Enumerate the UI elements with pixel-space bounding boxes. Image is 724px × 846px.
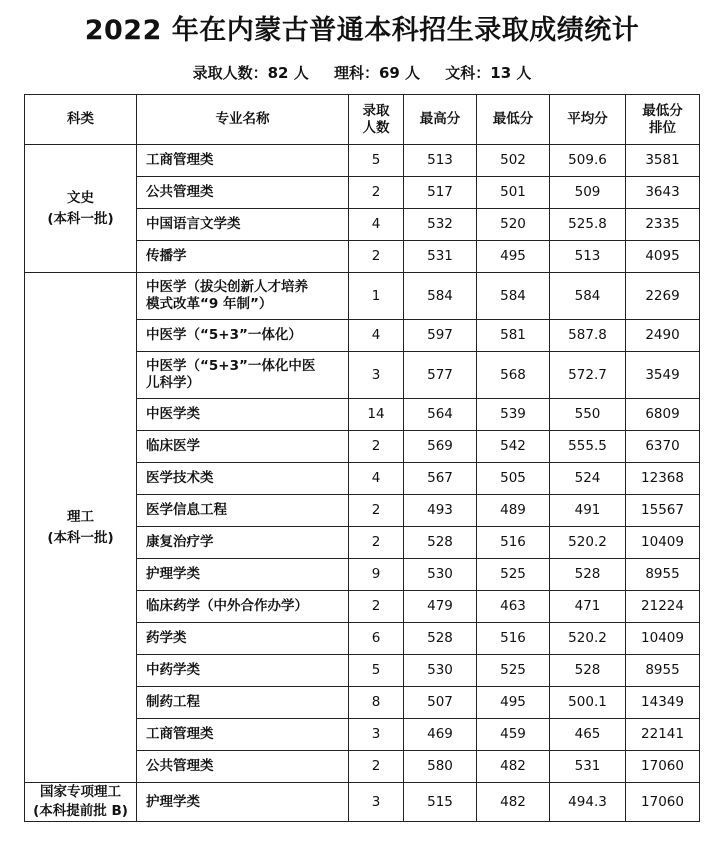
max-score-cell: 597 <box>404 320 477 352</box>
min-score-cell: 459 <box>477 719 550 751</box>
enrolled-cell: 3 <box>349 352 404 399</box>
max-score-cell: 577 <box>404 352 477 399</box>
enrollment-summary <box>0 62 724 83</box>
max-score-cell: 530 <box>404 559 477 591</box>
rank-cell: 2335 <box>626 209 700 241</box>
max-score-cell: 517 <box>404 177 477 209</box>
enrolled-cell: 4 <box>349 209 404 241</box>
admission-score-table <box>24 94 700 822</box>
avg-score-cell: 520.2 <box>550 623 626 655</box>
rank-cell: 6370 <box>626 431 700 463</box>
max-score-cell: 515 <box>404 783 477 822</box>
major-name-cell: 制药工程 <box>137 687 349 719</box>
avg-score-cell: 584 <box>550 273 626 320</box>
rank-cell: 3581 <box>626 145 700 177</box>
rank-cell: 4095 <box>626 241 700 273</box>
rank-cell: 2269 <box>626 273 700 320</box>
enrolled-cell: 2 <box>349 177 404 209</box>
rank-cell: 8955 <box>626 559 700 591</box>
major-name-cell: 中国语言文学类 <box>137 209 349 241</box>
summary-science: 理科：69 人 <box>333 64 421 82</box>
header-major: 专业名称 <box>137 95 349 145</box>
rank-cell: 12368 <box>626 463 700 495</box>
avg-score-cell: 513 <box>550 241 626 273</box>
enrolled-cell: 2 <box>349 495 404 527</box>
min-score-cell: 516 <box>477 527 550 559</box>
enrolled-cell: 14 <box>349 399 404 431</box>
avg-score-cell: 528 <box>550 655 626 687</box>
table-row <box>25 145 700 177</box>
major-name-cell: 康复治疗学 <box>137 527 349 559</box>
min-score-cell: 495 <box>477 241 550 273</box>
major-name-cell: 工商管理类 <box>137 719 349 751</box>
avg-score-cell: 465 <box>550 719 626 751</box>
min-score-cell: 542 <box>477 431 550 463</box>
rank-cell: 8955 <box>626 655 700 687</box>
header-avg: 平均分 <box>550 95 626 145</box>
avg-score-cell: 531 <box>550 751 626 783</box>
enrolled-cell: 4 <box>349 463 404 495</box>
major-name-cell: 中医学（“5+3”一体化） <box>137 320 349 352</box>
category-cell: 文史 (本科一批) <box>25 145 137 273</box>
major-name-cell: 公共管理类 <box>137 177 349 209</box>
header-max: 最高分 <box>404 95 477 145</box>
enrolled-cell: 3 <box>349 783 404 822</box>
avg-score-cell: 520.2 <box>550 527 626 559</box>
max-score-cell: 532 <box>404 209 477 241</box>
max-score-cell: 530 <box>404 655 477 687</box>
avg-score-cell: 500.1 <box>550 687 626 719</box>
enrolled-cell: 4 <box>349 320 404 352</box>
max-score-cell: 580 <box>404 751 477 783</box>
min-score-cell: 489 <box>477 495 550 527</box>
enrolled-cell: 8 <box>349 687 404 719</box>
avg-score-cell: 524 <box>550 463 626 495</box>
avg-score-cell: 471 <box>550 591 626 623</box>
major-name-cell: 中医学（“5+3”一体化中医 儿科学） <box>137 352 349 399</box>
min-score-cell: 581 <box>477 320 550 352</box>
min-score-cell: 505 <box>477 463 550 495</box>
max-score-cell: 528 <box>404 623 477 655</box>
summary-total: 录取人数：82 人 <box>192 64 309 82</box>
rank-cell: 3643 <box>626 177 700 209</box>
min-score-cell: 568 <box>477 352 550 399</box>
header-enrolled: 录取 人数 <box>349 95 404 145</box>
enrolled-cell: 1 <box>349 273 404 320</box>
min-score-cell: 482 <box>477 751 550 783</box>
avg-score-cell: 494.3 <box>550 783 626 822</box>
max-score-cell: 564 <box>404 399 477 431</box>
min-score-cell: 520 <box>477 209 550 241</box>
header-rank: 最低分 排位 <box>626 95 700 145</box>
min-score-cell: 502 <box>477 145 550 177</box>
page-title: 2022 年在内蒙古普通本科招生录取成绩统计 <box>84 15 640 46</box>
rank-cell: 22141 <box>626 719 700 751</box>
table-row <box>25 783 700 822</box>
enrolled-cell: 2 <box>349 431 404 463</box>
rank-cell: 6809 <box>626 399 700 431</box>
category-cell: 理工 (本科一批) <box>25 273 137 783</box>
header-category: 科类 <box>25 95 137 145</box>
major-name-cell: 药学类 <box>137 623 349 655</box>
min-score-cell: 482 <box>477 783 550 822</box>
enrolled-cell: 2 <box>349 591 404 623</box>
avg-score-cell: 550 <box>550 399 626 431</box>
enrolled-cell: 9 <box>349 559 404 591</box>
avg-score-cell: 555.5 <box>550 431 626 463</box>
max-score-cell: 528 <box>404 527 477 559</box>
enrolled-cell: 5 <box>349 655 404 687</box>
min-score-cell: 516 <box>477 623 550 655</box>
major-name-cell: 中药学类 <box>137 655 349 687</box>
max-score-cell: 493 <box>404 495 477 527</box>
rank-cell: 10409 <box>626 623 700 655</box>
header-min: 最低分 <box>477 95 550 145</box>
rank-cell: 3549 <box>626 352 700 399</box>
max-score-cell: 569 <box>404 431 477 463</box>
rank-cell: 14349 <box>626 687 700 719</box>
rank-cell: 15567 <box>626 495 700 527</box>
avg-score-cell: 587.8 <box>550 320 626 352</box>
avg-score-cell: 528 <box>550 559 626 591</box>
enrolled-cell: 6 <box>349 623 404 655</box>
max-score-cell: 513 <box>404 145 477 177</box>
rank-cell: 2490 <box>626 320 700 352</box>
major-name-cell: 医学技术类 <box>137 463 349 495</box>
max-score-cell: 584 <box>404 273 477 320</box>
table-body <box>25 145 700 822</box>
avg-score-cell: 509 <box>550 177 626 209</box>
enrolled-cell: 2 <box>349 527 404 559</box>
major-name-cell: 护理学类 <box>137 783 349 822</box>
avg-score-cell: 491 <box>550 495 626 527</box>
major-name-cell: 护理学类 <box>137 559 349 591</box>
enrolled-cell: 3 <box>349 719 404 751</box>
min-score-cell: 463 <box>477 591 550 623</box>
summary-arts: 文科：13 人 <box>445 64 532 82</box>
major-name-cell: 公共管理类 <box>137 751 349 783</box>
enrolled-cell: 2 <box>349 751 404 783</box>
min-score-cell: 539 <box>477 399 550 431</box>
table-row <box>25 273 700 320</box>
major-name-cell: 中医学类 <box>137 399 349 431</box>
max-score-cell: 479 <box>404 591 477 623</box>
major-name-cell: 临床药学（中外合作办学） <box>137 591 349 623</box>
rank-cell: 17060 <box>626 783 700 822</box>
avg-score-cell: 572.7 <box>550 352 626 399</box>
max-score-cell: 469 <box>404 719 477 751</box>
rank-cell: 17060 <box>626 751 700 783</box>
enrolled-cell: 5 <box>349 145 404 177</box>
min-score-cell: 584 <box>477 273 550 320</box>
min-score-cell: 495 <box>477 687 550 719</box>
major-name-cell: 工商管理类 <box>137 145 349 177</box>
min-score-cell: 525 <box>477 655 550 687</box>
major-name-cell: 医学信息工程 <box>137 495 349 527</box>
max-score-cell: 567 <box>404 463 477 495</box>
min-score-cell: 525 <box>477 559 550 591</box>
rank-cell: 21224 <box>626 591 700 623</box>
table-header-row <box>25 95 700 145</box>
major-name-cell: 传播学 <box>137 241 349 273</box>
max-score-cell: 531 <box>404 241 477 273</box>
major-name-cell: 中医学（拔尖创新人才培养 模式改革“9 年制”） <box>137 273 349 320</box>
enrolled-cell: 2 <box>349 241 404 273</box>
rank-cell: 10409 <box>626 527 700 559</box>
avg-score-cell: 509.6 <box>550 145 626 177</box>
min-score-cell: 501 <box>477 177 550 209</box>
category-cell: 国家专项理工 (本科提前批 B) <box>25 783 137 822</box>
avg-score-cell: 525.8 <box>550 209 626 241</box>
major-name-cell: 临床医学 <box>137 431 349 463</box>
max-score-cell: 507 <box>404 687 477 719</box>
